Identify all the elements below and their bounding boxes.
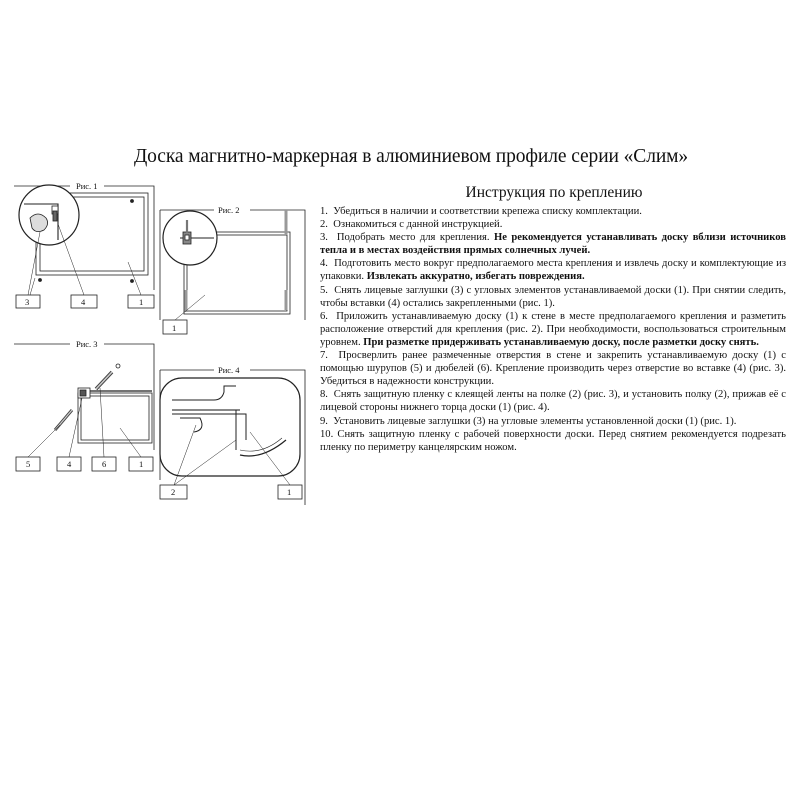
step-8: 8. Снять защитную пленку с клеящей ленты на полке (2) (рис. 3), и установить полку (2), прижав её с лицевой стороны нижнего торца доски (1) (рис. 4). — [320, 389, 786, 414]
step-7: 7. Просверлить ранее размеченные отверстия в стене и закрепить устанавливаемую доску (1) с помощью шурупов (5) и дюбелей (6). Крепление производить через отверстие во вставке (4) (рис. 3). Убедиться в надежности конструкции. — [320, 350, 786, 388]
fig3-label-4: 4 — [67, 459, 72, 469]
document-title: Доска магнитно-маркерная в алюминиевом профиле серии «Слим» — [133, 146, 689, 167]
fig1-label-4: 4 — [81, 297, 86, 307]
fig1-caption: Рис. 1 — [76, 181, 98, 191]
step-9: 9. Установить лицевые заглушки (3) на угловые элементы установленной доски (1) (рис. 1). — [320, 415, 737, 427]
fig4-label-1: 1 — [287, 487, 292, 497]
fig4-label-2: 2 — [171, 487, 176, 497]
step-1: 1. Убедиться в наличии и соответствии крепежа списку комплектации. — [320, 206, 642, 217]
fig2-caption: Рис. 2 — [218, 205, 240, 215]
figure-2 — [160, 210, 305, 334]
step-2: 2. Ознакомиться с данной инструкцией. — [320, 219, 503, 231]
step-4: 4. Подготовить место вокруг предполагаемого места крепления и извлечь доску и комплектующие из упаковки. Извлекать аккуратно, избегать повреждения. — [320, 258, 787, 283]
figure-3 — [14, 344, 154, 471]
step-5: 5. Снять лицевые заглушки (3) с угловых элементов устанавливаемой доски (1). При снятии следить, чтобы вставки (4) остались закрепленными (рис. 1). — [320, 284, 786, 309]
fig2-label-1: 1 — [172, 323, 177, 333]
instruction-title: Инструкция по креплению — [465, 184, 643, 201]
fig3-label-1: 1 — [139, 459, 144, 469]
instruction-steps — [320, 205, 786, 454]
fig4-caption: Рис. 4 — [218, 365, 240, 375]
step-6: 6. Приложить устанавливаемую доску (1) к стене в месте предполагаемого крепления и разметить расположение отверстий для крепления (рис. 2). При необходимости, воспользоваться строительным уровнем. При разметке придерживать устанавливаемую доску, после разметки доску снять. — [320, 310, 786, 348]
fig1-label-1: 1 — [139, 297, 144, 307]
figure-4 — [160, 370, 305, 505]
fig3-label-5: 5 — [26, 459, 31, 469]
fig3-label-6: 6 — [102, 459, 107, 469]
step-3: 3. Подобрать место для крепления. Не рекомендуется устанавливать доску вблизи источников тепла и в местах воздействия прямых солнечных лучей. — [320, 232, 786, 257]
step-10: 10. Снять защитную пленку с рабочей поверхности доски. Перед снятием рекомендуется подрезать пленку по периметру канцелярским ножом. — [320, 428, 786, 453]
figures-area — [0, 0, 330, 520]
fig1-label-3: 3 — [25, 297, 30, 307]
figure-1 — [14, 185, 154, 308]
fig3-caption: Рис. 3 — [76, 339, 98, 349]
